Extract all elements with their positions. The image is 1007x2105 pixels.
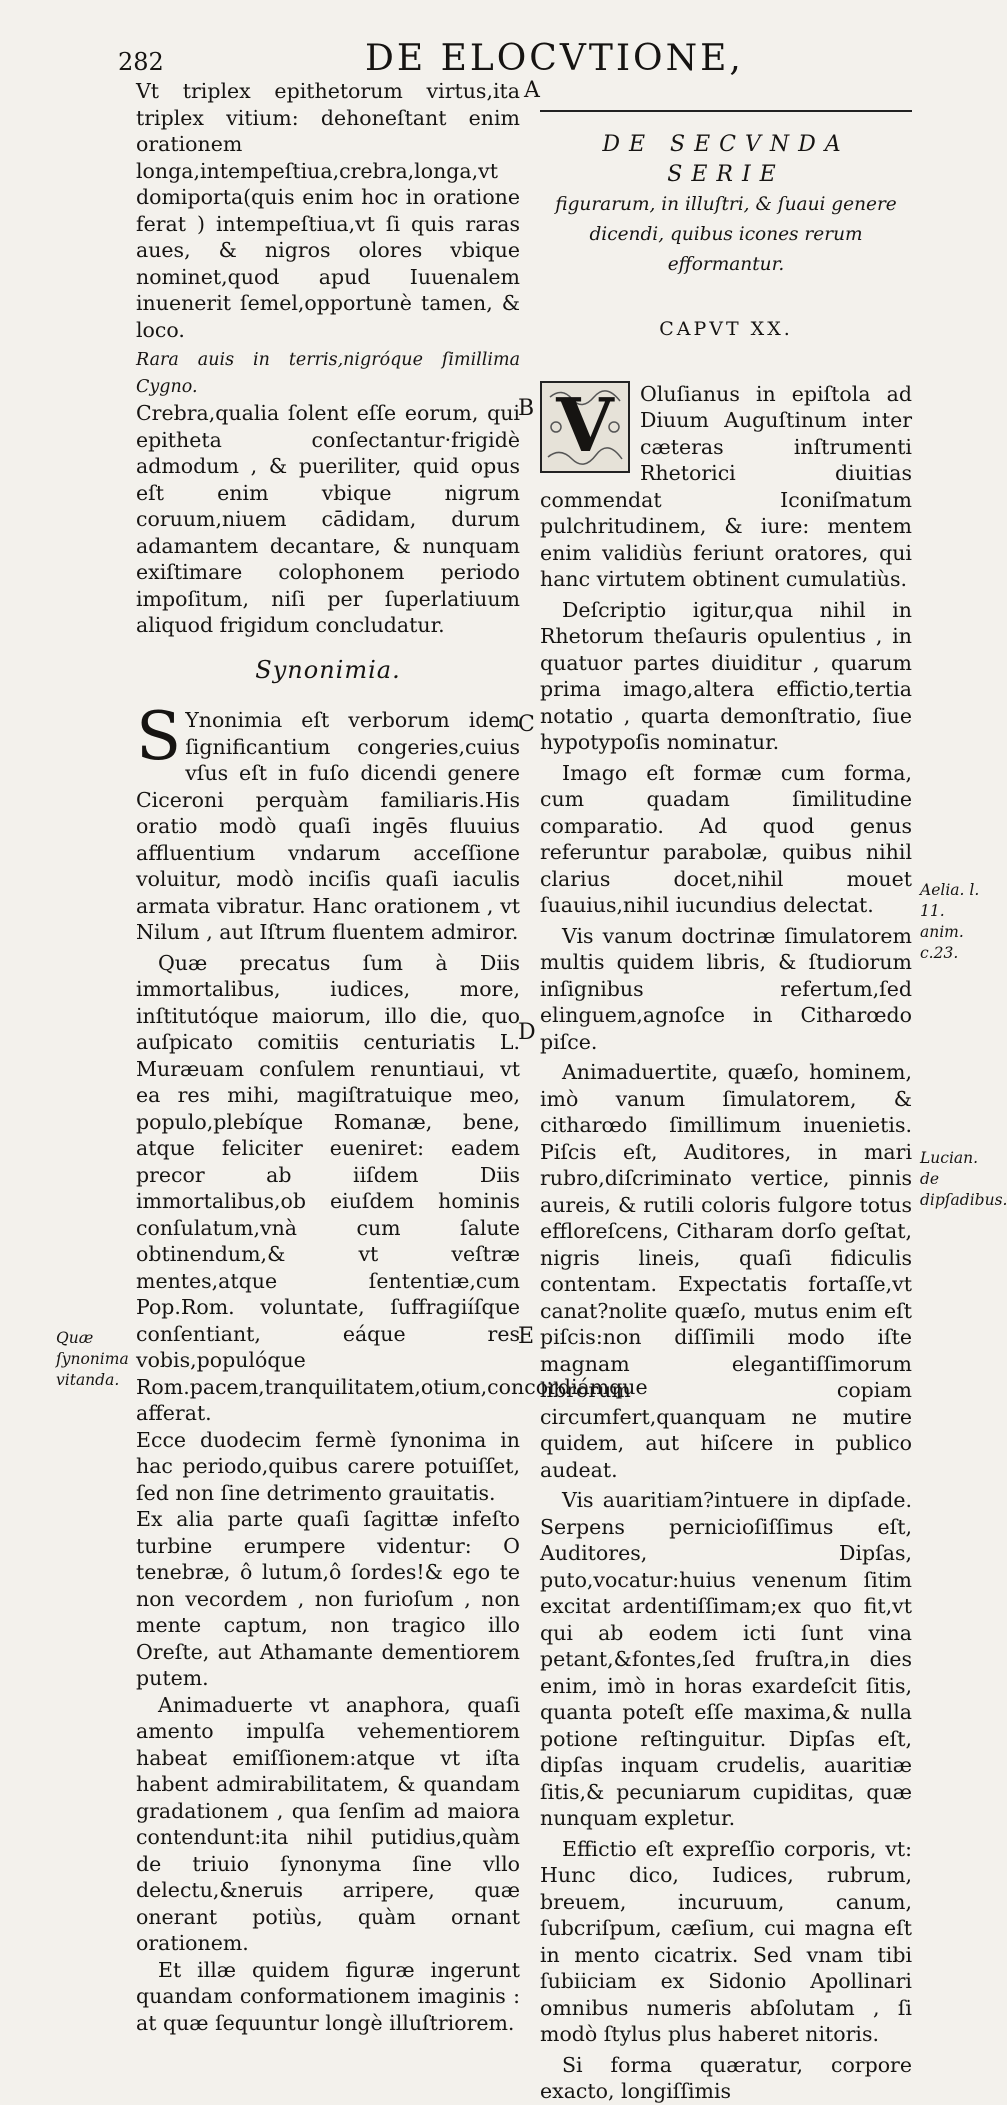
- left-column: [136, 78, 648, 2036]
- marginal-note-left: Quæ ſynonima vitanda.: [56, 1329, 129, 1389]
- dropcap-s: S: [136, 698, 182, 775]
- synonimia-text: Ynonimia eſt verborum idem ſignificantium congeries,cuius vſus eſt in fuſo dicendi genere Ciceroni perquàm familiaris.His oratio modò quaſi ingēs fluuius affluentium vndarum acceſſione voluitur, modò inciſis quaſi iaculis armata vibratur. Hanc orationem , vt Nilum , aut Iſtrum fluentem admiror.: [136, 708, 520, 944]
- chapter-number: CAPVT XX.: [659, 318, 793, 340]
- animaduerte-paragraph: Animaduerte vt anaphora, quaſi amento impulſa vehementiorem habeat emiſſionem:atque vt iſta habent admirabilitatem, & quandam gradationem , qua ſenſim ad maiora contendunt:ita nihil putidius,quàm de triuio ſynonyma ſine vllo delectu,&neruis arripere, quæ onerant potiùs, quàm ornant orationem.: [136, 1692, 520, 1955]
- chapter-title-line-2: figurarum, in illuſtri, & ſuaui genere dicendi, quibus icones rerum efformantur.: [555, 194, 897, 275]
- volusianus-paragraph: [540, 381, 912, 593]
- chapter-title: [540, 130, 912, 280]
- ex-alia-paragraph: Ex alia parte quaſi ſagittæ infeſto turbine erumpere videntur: O tenebræ, ô lutum,ô ſordes!& ego te non vecordem , non furioſum , non mente captum, non tragico illo Oreſte, aut Athamante dementiorem putem.: [136, 1507, 520, 1690]
- synonimia-paragraph: [136, 698, 520, 946]
- marker-c: C: [518, 712, 535, 737]
- chapter-title-line-1: DE SECVNDA SERIE: [602, 132, 850, 187]
- chapter-rule: [540, 110, 912, 112]
- volusianus-text: Oluſianus in epiſtola ad Diuum Auguſtinum inter cæteras inſtrumenti Rhetorici diuitias commendat Iconiſmatum pulchritudinem, & iure: mentem enim validiùs feriunt oratores, qui hanc virtutem obtinent cumulatiùs.: [540, 381, 912, 591]
- si-forma-paragraph: Si forma quæratur, corpore exacto, longiſſimis: [540, 2052, 912, 2103]
- verse-quotation: Rara auis in terris,nigróque ſimillima Cygno.: [136, 350, 520, 397]
- section-heading-synonimia: Synonimia.: [255, 655, 401, 684]
- imago-paragraph: Imago eſt formæ cum forma, cum quadam ſimilitudine comparatio. Ad quod genus referuntur parabolæ, quibus nihil clarius docet,nihil mouet ſuauius,nihil iucundius delectat.: [540, 760, 912, 917]
- running-head: DE ELOCVTIONE,: [365, 38, 744, 79]
- page-number: 282: [118, 48, 164, 76]
- animaduertite-paragraph: Animaduertite, quæſo, hominem, imò vanum ſimulatorem, & citharœdo ſimillimum inuenietis. Piſcis eſt, Auditores, in mari rubro,diſcriminato vertice, pinnis aureis, & rutili coloris fulgore totus effloreſcens, Citharam dorſo geſtat, nigris lineis, quaſi fidiculis contentam. Expectatis fortaſſe,vt canat?nolite quæſo, mutus enim eſt piſcis:non diſſimili modo iſte magnam elegantiſſimorum librorum copiam circumfert,quanquam ne mutire quidem, aut hiſcere in publico audeat.: [540, 1060, 912, 1482]
- descriptio-paragraph: Deſcriptio igitur,qua nihil in Rhetorum theſauris opulentius , in quatuor partes diuiditur , quarum prima imago,altera effictio,tertia notatio , quarta demonſtratio, ſiue hypotypoſis nominatur.: [540, 597, 912, 754]
- marker-a: A: [524, 78, 540, 103]
- vis-vanum-paragraph: Vis vanum doctrinæ ſimulatorem multis quidem libris, & ſtudiorum inſignibus refertum,ſed elinguem,agnoſce in Citharœdo piſce.: [540, 923, 912, 1054]
- quote-paragraph: Quæ precatus ſum à Diis immortalibus, iudices, more, inſtitutóque maiorum, illo die, quo auſpicato comitiis centuriatis L. Muræuam conſulem renuntiaui, vt ea res mihi, magiſtratuique meo, populo,plebíque Romanæ, bene, atque feliciter eueniret: eadem precor ab iiſdem Diis immortalibus,ob eiuſdem hominis conſulatum,vnà cum ſalute obtinendum,& vt veſtræ mentes,atque ſententiæ,cum Pop.Rom. voluntate, ſuffragiíſque conſentiant, eáque res vobis,populóque Rom.pacem,tranquilitatem,otium,concordiámque afferat.: [136, 950, 648, 1425]
- marginal-note-aelian: Aelia. l. 11. anim. c.23.: [920, 881, 980, 962]
- right-column: [540, 110, 912, 2105]
- marker-e: E: [518, 1324, 535, 1349]
- effictio-paragraph: Effictio eſt expreſſio corporis, vt: Hunc dico, Iudices, rubrum, breuem, incuruum, canum, ſubcriſpum, cæſium, cui magna eſt in mento cicatrix. Sed vnam tibi ſubiiciam ex Sidonio Apollinari omnibus numeris abſolutam , ſi modò ſtylus plus haberet nitoris.: [540, 1836, 912, 2046]
- dropcap-v: V: [556, 382, 614, 469]
- ecce-paragraph: Ecce duodecim fermè ſynonima in hac periodo,quibus carere potuiſſet, ſed non ſine detrimento grauitatis.: [136, 1427, 520, 1505]
- ornamental-dropcap-v: [540, 381, 630, 473]
- vis-auaritiam-paragraph: Vis auaritiam?intuere in dipſade. Serpens pernicioſiſſimus eſt, Auditores, Dipſas, puto,vocatur:huius venenum ſitim excitat ardentiſſimam;ex quo fit,vt qui ab eodem icti ſunt vina petant,&fontes,ſed fruſtra,in dies enim, imò in horas exardeſcit ſitis, quanta poteſt eſſe maxima,& nulla potione reſtinguitur. Dipſas eſt, dipſas inquam crudelis, auaritiæ ſitis,& pecuniarum cupiditas, quæ nunquam expletur.: [540, 1488, 912, 1830]
- marker-d: D: [518, 1020, 536, 1045]
- marker-b: B: [518, 396, 535, 421]
- crebra-paragraph: Crebra,qualia ſolent eſſe eorum, qui epitheta conſectantur·frigidè admodum , & pueriliter, quid opus eſt enim vbique nigrum coruum,niuem cādidam, durum adamantem decantare, & nunquam exiſtimare colophonem periodo impoſitum, niſi per ſuperlatiuum aliquod frigidum concludatur.: [136, 401, 520, 637]
- marginal-note-lucian: Lucian. de dipſadibus.: [920, 1149, 1007, 1209]
- et-illae-paragraph: Et illæ quidem figuræ ingerunt quandam conformationem imaginis : at quæ ſequuntur longè illuſtriorem.: [136, 1957, 520, 2035]
- opening-paragraph: Vt triplex epithetorum virtus,ita triplex vitium: dehoneſtant enim orationem longa,intempeſtiua,crebra,longa,vt domiporta(quis enim hoc in oratione ferat ) intempeſtiua,vt ſi quis raras aues, & nigros olores vbique nominet,quod apud Iuuenalem inuenerit ſemel,opportunè tamen, & loco.: [136, 79, 520, 342]
